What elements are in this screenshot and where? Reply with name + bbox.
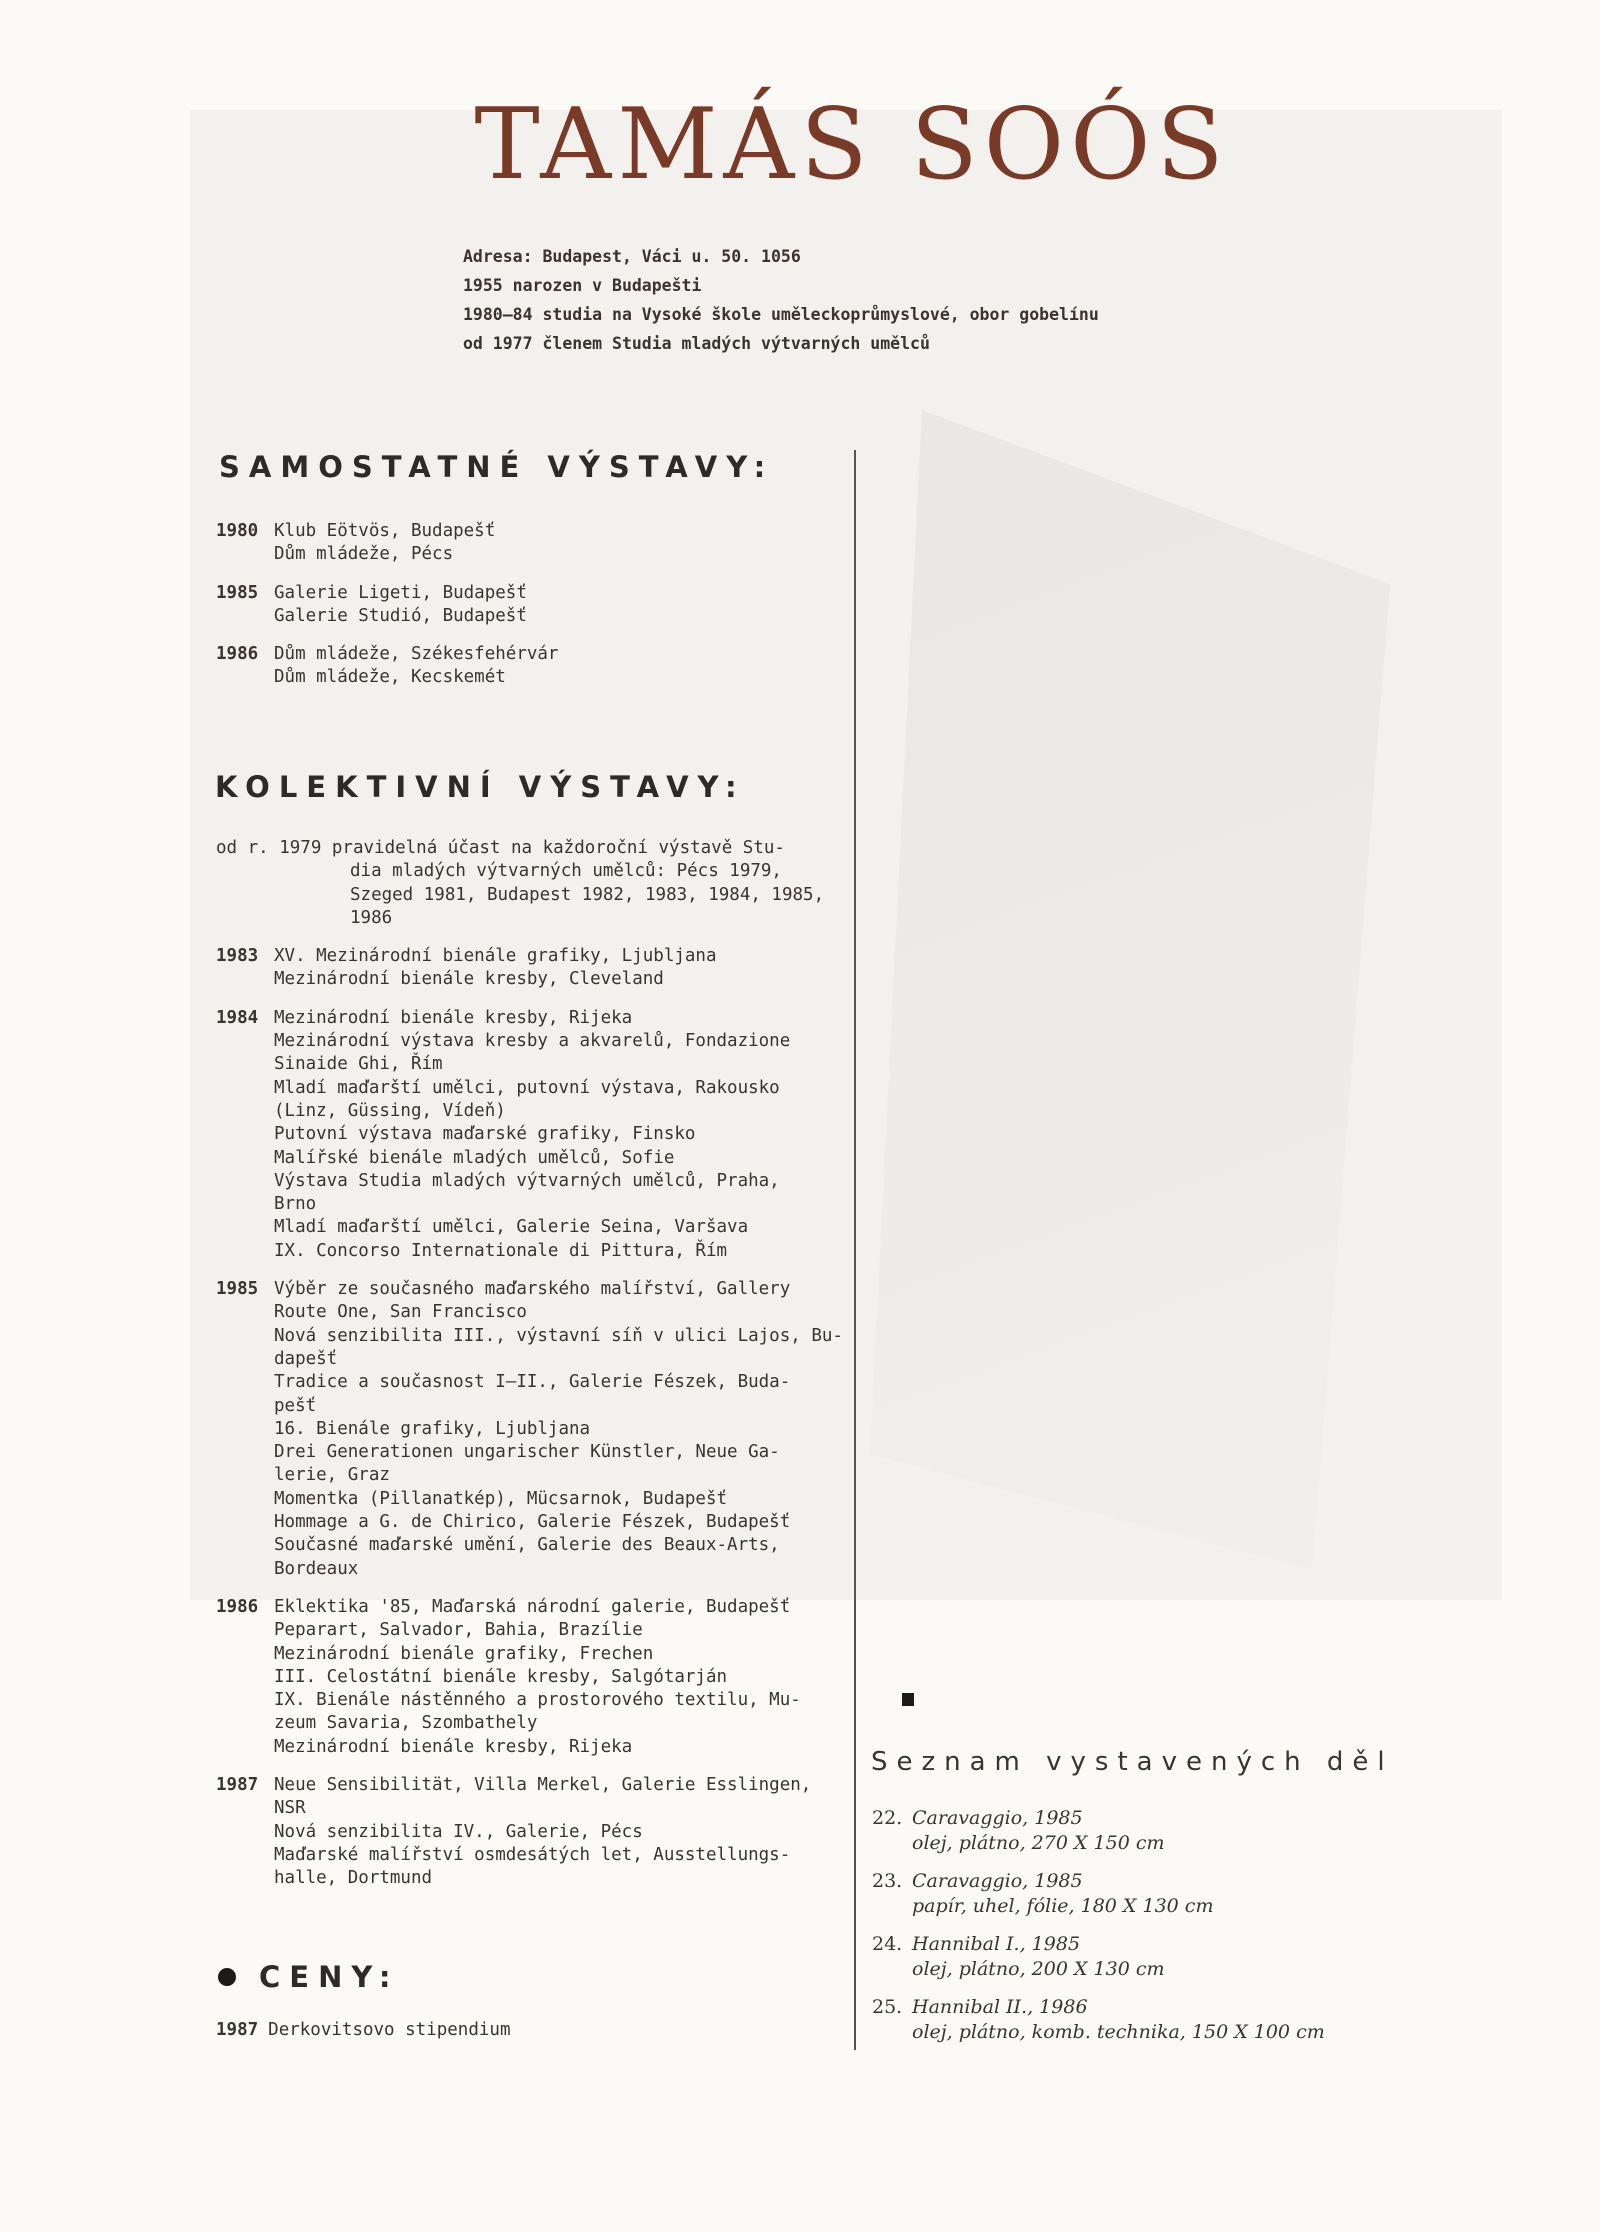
group-exhibitions-list	[216, 837, 846, 1905]
entry-line: Momentka (Pillanatkép), Mücsarnok, Budapešť	[274, 1488, 728, 1509]
entry-line: Hommage a G. de Chirico, Galerie Fészek, Budapešť	[274, 1512, 791, 1533]
entry-line: IX. Concorso Internationale di Pittura, Řím	[274, 1240, 728, 1261]
exhibition-entry	[216, 520, 846, 567]
entry-line: dia mladých výtvarných umělců: Pécs 1979,	[350, 861, 782, 882]
entry-line: 1986	[350, 907, 393, 928]
entry-line: Route One, San Francisco	[274, 1302, 527, 1323]
entry-line: Neue Sensibilität, Villa Merkel, Galerie Esslingen,	[274, 1774, 812, 1795]
entry-line: Eklektika '85, Maďarská národní galerie, Budapešť	[274, 1596, 791, 1617]
group-exhibitions-heading: KOLEKTIVNÍ VÝSTAVY:	[215, 770, 746, 804]
solo-exhibitions-list	[216, 520, 846, 705]
work-detail: olej, plátno, komb. technika, 150 X 100 cm	[912, 2021, 1325, 2043]
column-divider	[854, 450, 856, 2050]
work-detail: olej, plátno, 200 X 130 cm	[912, 1958, 1165, 1980]
work-title: Caravaggio, 1985	[912, 1807, 1083, 1829]
entry-line: Výstava Studia mladých výtvarných umělců, Praha,	[274, 1170, 780, 1191]
entry-line: Mezinárodní bienále kresby, Rijeka	[274, 1736, 633, 1757]
square-bullet-icon	[902, 1693, 914, 1706]
entry-line: Mezinárodní bienále grafiky, Frechen	[274, 1643, 654, 1664]
work-number: 24.	[872, 1933, 903, 1955]
entry-line: zeum Savaria, Szombathely	[274, 1713, 538, 1734]
bullet-icon	[218, 1968, 236, 1986]
entry-line: Tradice a současnost I—II., Galerie Fészek, Buda-	[274, 1372, 791, 1393]
entry-line: XV. Mezinárodní bienále grafiky, Ljubljana	[274, 946, 717, 967]
entry-line: Drei Generationen ungarischer Künstler, Neue Ga-	[274, 1442, 780, 1463]
entry-line: 16. Bienále grafiky, Ljubljana	[274, 1418, 591, 1439]
works-list-heading: Seznam vystavených děl	[871, 1747, 1394, 1777]
entry-line: Mladí maďarští umělci, putovní výstava, Rakousko	[274, 1077, 780, 1098]
entry-line: Maďarské malířství osmdesátých let, Ausstellungs-	[274, 1844, 791, 1865]
exhibition-entry	[216, 1774, 846, 1890]
entry-year: 1987	[216, 1774, 259, 1795]
work-detail: olej, plátno, 270 X 150 cm	[912, 1832, 1165, 1854]
award-text: Derkovitsovo stipendium	[268, 2020, 511, 2040]
entry-line: Dům mládeže, Kecskemét	[274, 667, 506, 688]
work-item	[872, 1932, 1325, 1982]
entry-year: 1987	[216, 2020, 259, 2040]
entry-line: Szeged 1981, Budapest 1982, 1983, 1984, 1985,	[350, 884, 825, 905]
exhibition-entry	[216, 582, 846, 629]
entry-line: Malířské bienále mladých umělců, Sofie	[274, 1147, 675, 1168]
entry-year: 1983	[216, 946, 259, 967]
work-detail: papír, uhel, fólie, 180 X 130 cm	[912, 1895, 1214, 1917]
entry-line: Galerie Ligeti, Budapešť	[274, 582, 527, 603]
entry-year: 1980	[216, 521, 259, 541]
work-title: Hannibal II., 1986	[912, 1996, 1088, 2018]
exhibition-entry	[216, 643, 846, 690]
exhibition-entry	[216, 1596, 846, 1759]
work-item	[872, 1806, 1325, 1856]
entry-line: Výběr ze současného maďarského malířství, Gallery	[274, 1279, 791, 1300]
entry-line: od r. 1979 pravidelná účast na každoroční výstavě Stu-	[216, 838, 785, 858]
entry-line: Současné maďarské umění, Galerie des Beaux-Arts,	[274, 1535, 780, 1556]
info-line: 1955 narozen v Budapešti	[463, 276, 702, 295]
entry-line: III. Celostátní bienále kresby, Salgótarján	[274, 1666, 728, 1687]
entry-line: halle, Dortmund	[274, 1868, 433, 1889]
artist-name-title: TAMÁS SOÓS	[474, 88, 1230, 202]
artist-info	[463, 242, 1099, 358]
info-line: od 1977 členem Studia mladých výtvarných umělců	[463, 334, 930, 353]
entry-line: Brno	[274, 1194, 317, 1215]
entry-line: Galerie Studió, Budapešť	[274, 605, 527, 626]
entry-line: Sinaide Ghi, Řím	[274, 1054, 443, 1075]
entry-year: 1986	[216, 644, 259, 665]
entry-line: Mladí maďarští umělci, Galerie Seina, Varšava	[274, 1217, 749, 1238]
entry-year: 1985	[216, 1279, 259, 1300]
work-number: 23.	[872, 1870, 903, 1892]
entry-line: NSR	[274, 1798, 306, 1819]
award-entry	[216, 2020, 510, 2040]
entry-line: Putovní výstava maďarské grafiky, Finsko	[274, 1124, 696, 1145]
exhibition-entry	[216, 1007, 846, 1263]
entry-line: Dům mládeže, Székesfehérvár	[274, 644, 559, 665]
awards-heading: CENY:	[259, 1960, 400, 1994]
exhibition-entry	[216, 945, 846, 992]
exhibition-entry	[216, 1278, 846, 1581]
info-line: Adresa: Budapest, Váci u. 50. 1056	[463, 247, 801, 266]
work-number: 22.	[872, 1807, 903, 1829]
entry-line: lerie, Graz	[274, 1465, 390, 1486]
work-item	[872, 1995, 1325, 2045]
solo-exhibitions-heading: SAMOSTATNÉ VÝSTAVY:	[219, 450, 775, 484]
entry-year: 1985	[216, 582, 259, 603]
works-list	[872, 1806, 1325, 2058]
entry-line: Klub Eötvös, Budapešť	[274, 521, 496, 541]
entry-line: Mezinárodní bienále kresby, Cleveland	[274, 969, 664, 990]
entry-line: dapešť	[274, 1348, 338, 1369]
entry-line: (Linz, Güssing, Vídeň)	[274, 1100, 506, 1121]
entry-line: Mezinárodní bienále kresby, Rijeka	[274, 1007, 633, 1028]
info-line: 1980—84 studia na Vysoké škole uměleckoprůmyslové, obor gobelínu	[463, 305, 1099, 324]
entry-line: Peparart, Salvador, Bahia, Brazílie	[274, 1620, 643, 1641]
entry-line: Mezinárodní výstava kresby a akvarelů, Fondazione	[274, 1031, 791, 1052]
entry-line: Bordeaux	[274, 1558, 359, 1579]
work-title: Caravaggio, 1985	[912, 1870, 1083, 1892]
work-number: 25.	[872, 1996, 903, 2018]
regular-participation-entry	[216, 837, 846, 930]
entry-line: Nová senzibilita III., výstavní síň v ulici Lajos, Bu-	[274, 1325, 843, 1346]
entry-year: 1984	[216, 1007, 259, 1028]
entry-line: Nová senzibilita IV., Galerie, Pécs	[274, 1821, 643, 1842]
entry-year: 1986	[216, 1596, 259, 1617]
work-item	[872, 1869, 1325, 1919]
work-title: Hannibal I., 1985	[912, 1933, 1081, 1955]
entry-line: IX. Bienále nástěnného a prostorového textilu, Mu-	[274, 1690, 801, 1711]
entry-line: pešť	[274, 1395, 317, 1416]
entry-line: Dům mládeže, Pécs	[274, 544, 454, 565]
